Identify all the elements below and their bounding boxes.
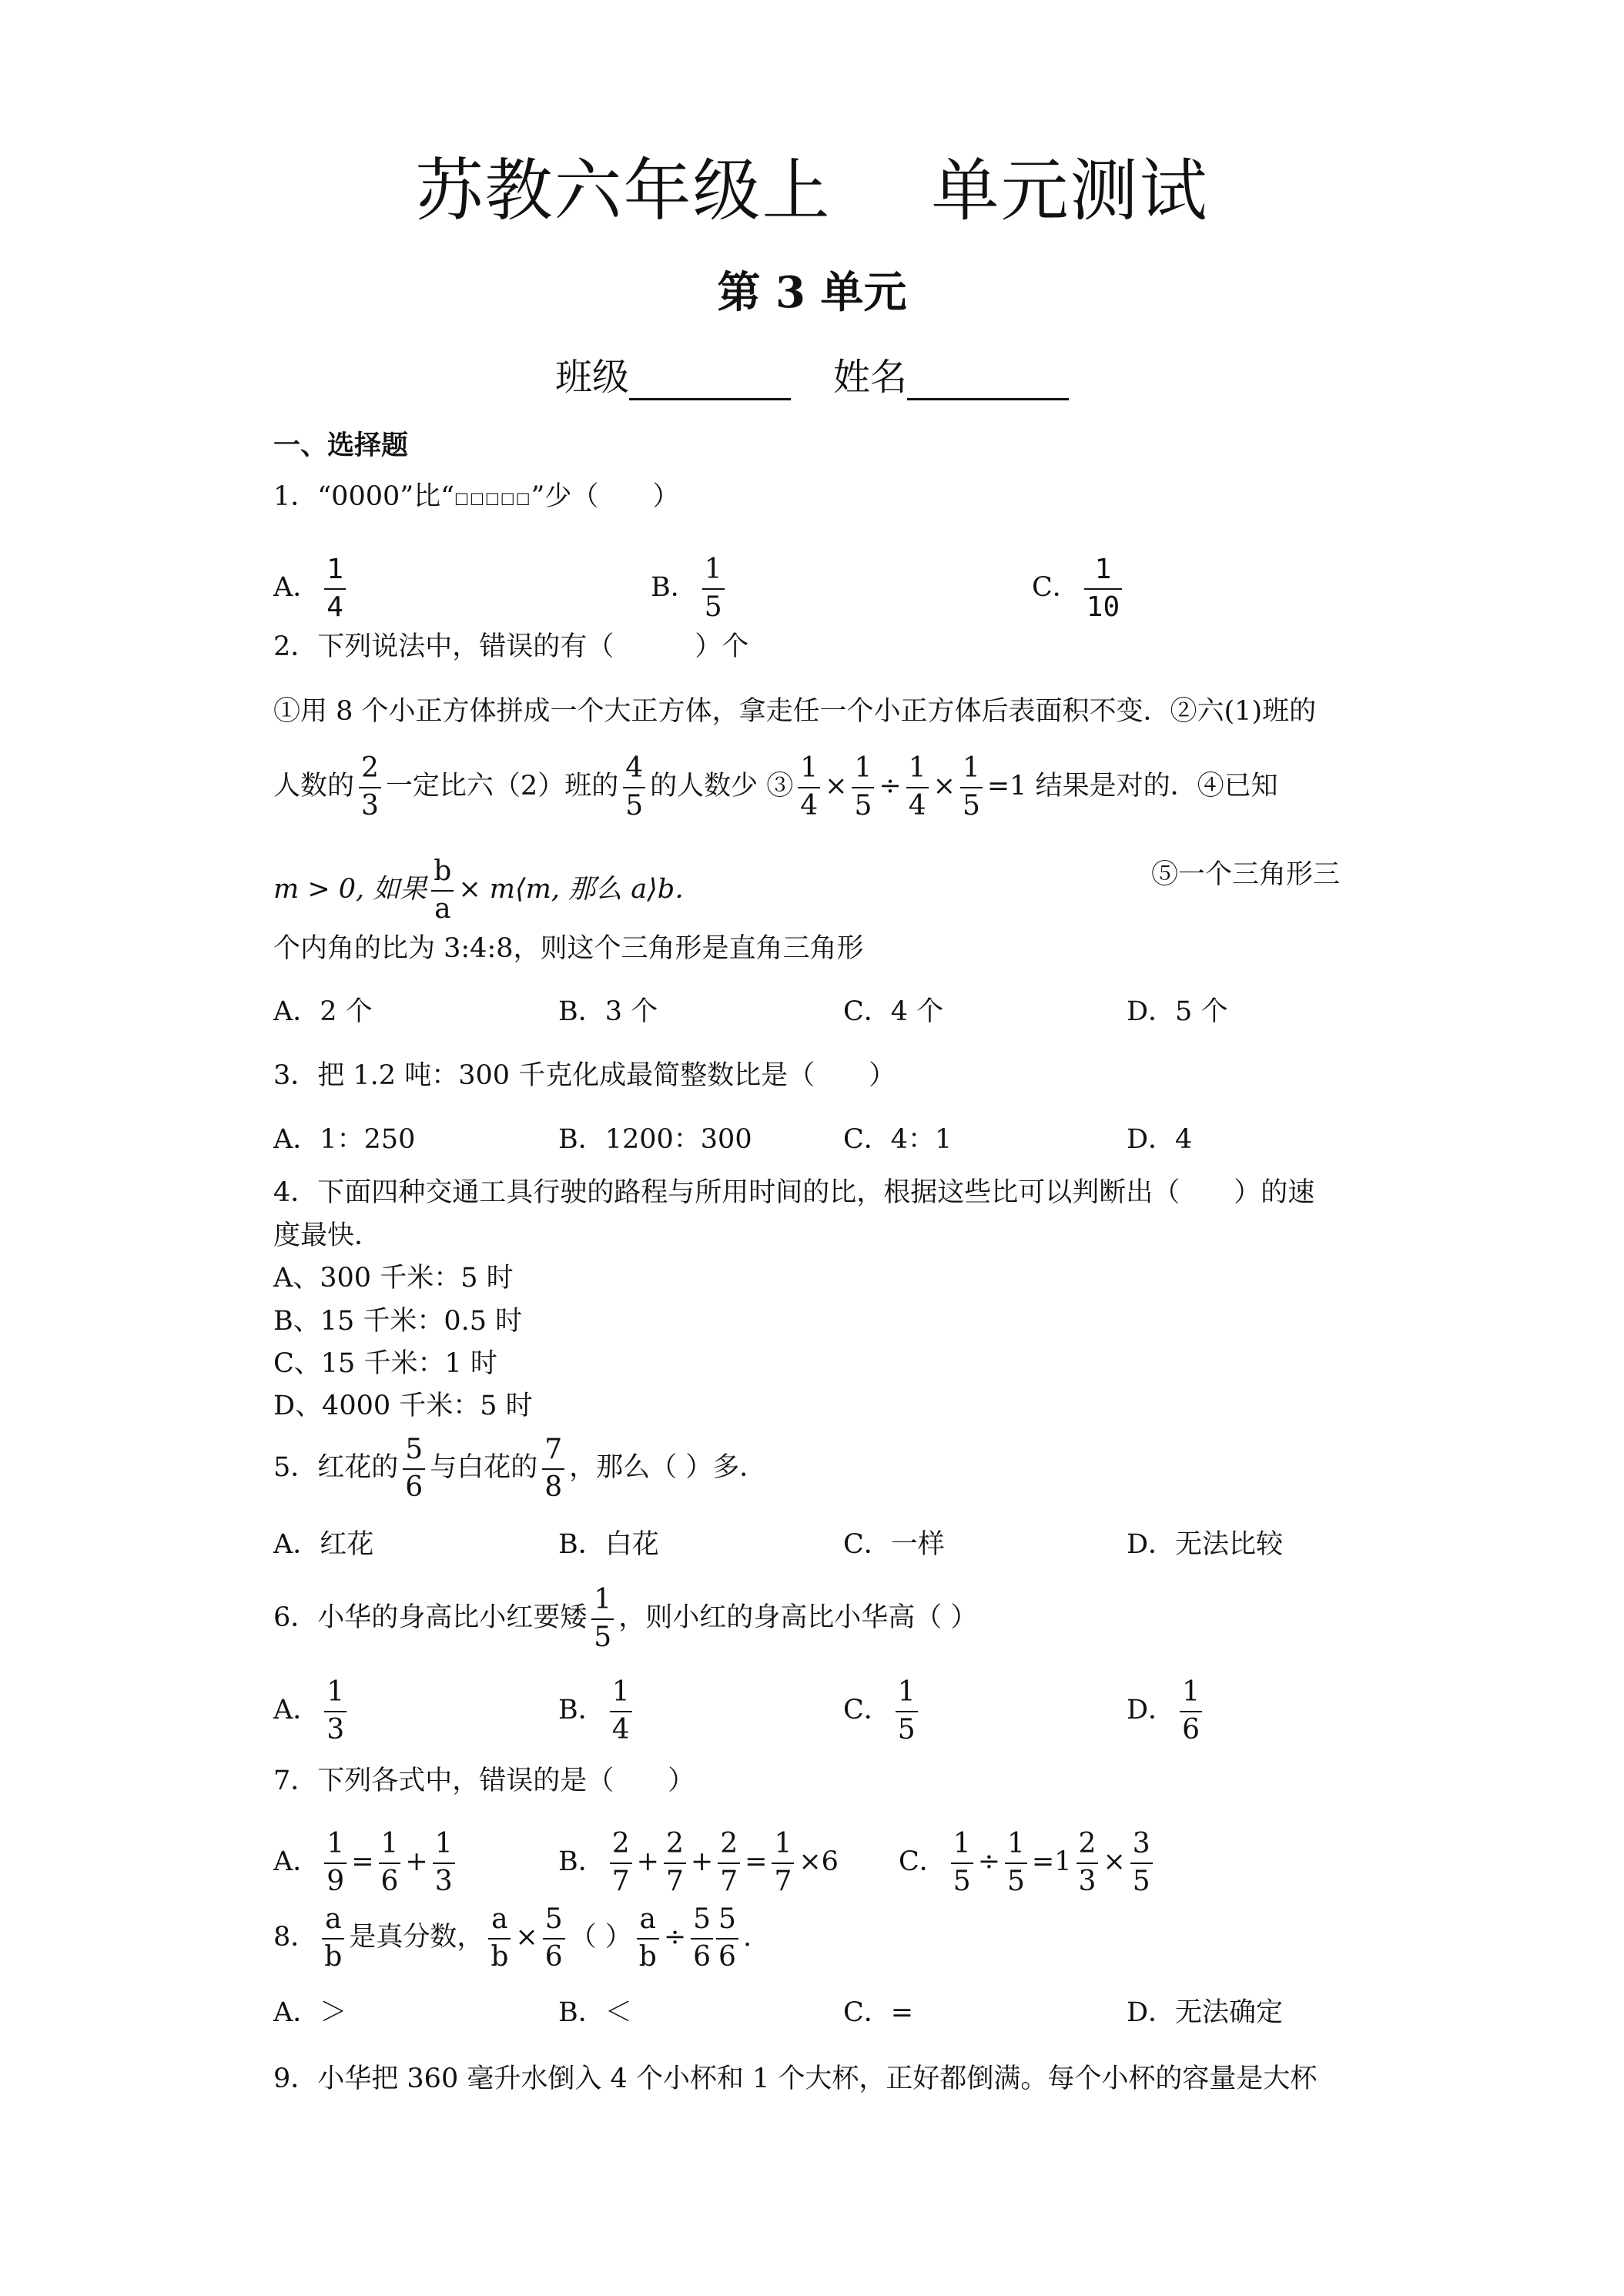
q2-option-a[interactable]: A．2 个 bbox=[273, 996, 373, 1027]
fraction bbox=[798, 752, 820, 822]
q2-option-d[interactable]: D．5 个 bbox=[1127, 996, 1228, 1027]
denominator: 9 bbox=[326, 1866, 345, 1897]
denominator: 7 bbox=[720, 1866, 738, 1897]
numerator: 1 bbox=[1084, 556, 1122, 590]
fraction bbox=[623, 752, 645, 822]
q7-option-b-label: B． bbox=[558, 1846, 605, 1877]
q7-number: 7． bbox=[273, 1766, 318, 1796]
title-right: 单元测试 bbox=[931, 151, 1209, 230]
numerator: 1 bbox=[379, 1830, 401, 1864]
q2-text-f: × m⟨m, 那么 a⟩b． bbox=[458, 874, 702, 905]
section-heading: 一、选择题 bbox=[273, 430, 409, 461]
q6-option-d-label: D． bbox=[1127, 1695, 1176, 1725]
question-1 bbox=[273, 480, 679, 515]
q2-number: 2． bbox=[273, 631, 318, 662]
q2-statement-line-3 bbox=[273, 839, 1351, 925]
q7-option-b[interactable] bbox=[558, 1830, 839, 1896]
fraction bbox=[896, 1678, 918, 1744]
operator: = bbox=[351, 1846, 374, 1877]
denominator: 6 bbox=[693, 1941, 712, 1973]
numerator: a bbox=[488, 1906, 511, 1940]
fraction bbox=[1005, 1830, 1027, 1896]
q6-option-a-label: A． bbox=[273, 1695, 320, 1725]
q1-options bbox=[273, 539, 1428, 623]
question-5 bbox=[273, 1436, 766, 1505]
denominator: 5 bbox=[594, 1622, 612, 1653]
fraction bbox=[716, 1903, 738, 1973]
fraction bbox=[772, 1830, 794, 1896]
q4-option-d[interactable]: D、4000 千米：5 时 bbox=[273, 1391, 533, 1421]
q4-number: 4． bbox=[273, 1177, 318, 1208]
q3-number: 3． bbox=[273, 1060, 318, 1091]
denominator: 6 bbox=[380, 1866, 399, 1897]
operator: ÷ bbox=[663, 1922, 687, 1953]
denominator: 5 bbox=[704, 591, 722, 623]
denominator: 5 bbox=[897, 1714, 916, 1745]
q7-text: 下列各式中，错误的是（ ） bbox=[317, 1766, 695, 1796]
numerator: 1 bbox=[433, 1830, 455, 1864]
numerator: 1 bbox=[324, 556, 346, 590]
numerator: a bbox=[322, 1906, 344, 1940]
denominator: 10 bbox=[1086, 591, 1120, 623]
q3-option-c[interactable]: C．4：1 bbox=[843, 1124, 953, 1155]
fraction bbox=[433, 1830, 455, 1896]
q1-option-c-fraction bbox=[1084, 556, 1122, 621]
q2-options bbox=[273, 995, 1428, 1029]
q5-options bbox=[273, 1528, 1428, 1561]
fraction bbox=[542, 1436, 564, 1501]
q7-option-a-label: A． bbox=[273, 1846, 320, 1877]
operator: × bbox=[825, 771, 848, 802]
q7-option-c-label: C． bbox=[899, 1846, 946, 1877]
q4-option-c[interactable]: C、15 千米：1 时 bbox=[273, 1348, 497, 1379]
numerator: 1 bbox=[896, 1678, 918, 1712]
q3-option-a[interactable]: A．1：250 bbox=[273, 1124, 416, 1155]
class-blank[interactable] bbox=[629, 363, 791, 400]
operator: × bbox=[933, 771, 956, 802]
q2-text-e: m > 0, 如果 bbox=[273, 874, 427, 905]
q5-option-d[interactable]: D．无法比较 bbox=[1127, 1529, 1284, 1560]
numerator: 5 bbox=[691, 1906, 713, 1940]
fraction bbox=[543, 1903, 565, 1973]
denominator: a bbox=[434, 893, 451, 925]
denominator: b bbox=[324, 1941, 343, 1973]
denominator: 5 bbox=[953, 1866, 971, 1897]
operator: × bbox=[1103, 1846, 1126, 1877]
fraction bbox=[718, 1830, 740, 1896]
operator: + bbox=[690, 1846, 714, 1877]
q3-option-d[interactable]: D．4 bbox=[1127, 1124, 1193, 1155]
numerator: 1 bbox=[798, 755, 820, 788]
q1-boxes: □□□□□ bbox=[454, 488, 531, 507]
title-left: 苏教六年级上 bbox=[415, 151, 832, 230]
numerator: 7 bbox=[542, 1436, 564, 1470]
fraction bbox=[664, 1830, 686, 1896]
numerator: 5 bbox=[403, 1436, 425, 1470]
q4-option-a[interactable]: A、300 千米：5 时 bbox=[273, 1263, 514, 1294]
q1-option-b-label: B． bbox=[651, 572, 698, 603]
operator: ÷ bbox=[879, 771, 902, 802]
fraction bbox=[322, 1903, 344, 1973]
denominator: b bbox=[638, 1941, 657, 1973]
q2-text-a: 人数的 bbox=[273, 771, 355, 802]
denominator: 6 bbox=[1182, 1714, 1200, 1745]
operator: × bbox=[515, 1922, 538, 1953]
denominator: 5 bbox=[1132, 1866, 1150, 1897]
q8-option-c[interactable]: C．= bbox=[843, 1997, 914, 2028]
q1-text-a: “0000”比“ bbox=[317, 481, 455, 512]
q1-option-b-fraction bbox=[702, 556, 725, 621]
q5-text-c: ，那么（ ）多． bbox=[569, 1452, 767, 1483]
numerator: 1 bbox=[772, 1830, 794, 1864]
q8-option-d[interactable]: D．无法确定 bbox=[1127, 1997, 1284, 2028]
question-8 bbox=[273, 1903, 752, 1983]
q6-option-d[interactable] bbox=[1127, 1678, 1207, 1744]
q8-text-b: . bbox=[742, 1922, 752, 1953]
q1-option-a-fraction bbox=[324, 556, 346, 621]
q2-text-b: 一定比六（2）班的 bbox=[385, 771, 619, 802]
numerator: 2 bbox=[718, 1830, 740, 1864]
q8-text-a: 是真分数， bbox=[349, 1922, 484, 1953]
q2-statement-line-4: 个内角的比为 3:4:8，则这个三角形是直角三角形 bbox=[273, 933, 864, 964]
q6-option-a[interactable] bbox=[273, 1678, 351, 1744]
q9-number: 9． bbox=[273, 2063, 318, 2094]
question-6 bbox=[273, 1586, 977, 1655]
numerator: 2 bbox=[359, 755, 381, 788]
numerator: 1 bbox=[1180, 1678, 1202, 1712]
operator: ×6 bbox=[799, 1846, 839, 1877]
fraction bbox=[591, 1586, 614, 1652]
q2-text-g: ⑤一个三角形三 bbox=[1151, 859, 1341, 890]
question-9 bbox=[273, 2062, 1317, 2096]
numerator: a bbox=[637, 1906, 659, 1940]
q8-option-a[interactable]: A．＞ bbox=[273, 1997, 347, 2028]
denominator: 5 bbox=[625, 790, 644, 822]
q7-option-a[interactable] bbox=[273, 1830, 460, 1896]
denominator: 6 bbox=[544, 1941, 563, 1973]
denominator: b bbox=[491, 1941, 509, 1973]
fraction bbox=[324, 1678, 347, 1744]
q3-option-b[interactable]: B．1200：300 bbox=[558, 1124, 752, 1155]
denominator: 6 bbox=[718, 1941, 736, 1973]
page-title bbox=[0, 152, 1624, 229]
numerator: 2 bbox=[1077, 1830, 1099, 1864]
q5-option-b[interactable]: B．白花 bbox=[558, 1529, 659, 1560]
numerator: 2 bbox=[610, 1830, 632, 1864]
unit-subtitle: 第 3 单元 bbox=[717, 267, 907, 318]
numerator: 1 bbox=[591, 1586, 614, 1620]
fraction bbox=[1180, 1678, 1202, 1744]
q5-text-a: 红花的 bbox=[317, 1452, 399, 1483]
operator: = bbox=[745, 1846, 768, 1877]
fraction bbox=[488, 1903, 511, 1973]
fraction bbox=[1130, 1830, 1153, 1896]
numerator: b bbox=[431, 858, 454, 892]
fraction bbox=[852, 752, 874, 822]
fraction bbox=[691, 1903, 713, 1973]
fraction bbox=[431, 855, 454, 925]
fraction bbox=[906, 752, 929, 822]
denominator: 5 bbox=[962, 790, 980, 822]
fraction bbox=[403, 1436, 425, 1501]
denominator: 5 bbox=[1007, 1866, 1025, 1897]
fraction bbox=[951, 1830, 973, 1896]
q6-text-a: 小华的身高比小红要矮 bbox=[317, 1602, 588, 1633]
q6-option-c-label: C． bbox=[843, 1695, 891, 1725]
q2-option-c[interactable]: C．4 个 bbox=[843, 996, 944, 1027]
q6-option-c[interactable] bbox=[843, 1678, 922, 1744]
denominator: 3 bbox=[361, 790, 379, 822]
q2-text-c: 的人数少 ③ bbox=[650, 771, 794, 802]
numerator: 1 bbox=[906, 755, 929, 788]
denominator: 7 bbox=[611, 1866, 630, 1897]
q7-options bbox=[273, 1813, 1428, 1897]
q2-condition bbox=[273, 855, 702, 925]
q8-options bbox=[273, 1996, 1428, 2030]
class-label: 班级 bbox=[554, 356, 629, 399]
denominator: 3 bbox=[434, 1866, 453, 1897]
q6-options bbox=[273, 1663, 1428, 1745]
fraction bbox=[610, 1678, 632, 1744]
q1-text-b: ”少（ ） bbox=[531, 481, 680, 512]
name-label: 姓名 bbox=[833, 356, 908, 399]
q6-option-b[interactable] bbox=[558, 1678, 637, 1744]
question-3 bbox=[273, 1059, 896, 1093]
numerator: 1 bbox=[852, 755, 874, 788]
operator: =1 bbox=[1031, 1846, 1072, 1877]
numerator: 2 bbox=[664, 1830, 686, 1864]
q1-number: 1． bbox=[273, 481, 318, 512]
denominator: 4 bbox=[611, 1714, 630, 1745]
q3-options bbox=[273, 1123, 1428, 1156]
denominator: 8 bbox=[544, 1471, 563, 1503]
q1-option-a[interactable] bbox=[273, 556, 350, 621]
q3-text: 把 1.2 吨：300 千克化成最简整数比是（ ） bbox=[317, 1060, 896, 1091]
denominator: 7 bbox=[774, 1866, 792, 1897]
numerator: 3 bbox=[1130, 1830, 1153, 1864]
question-2 bbox=[273, 630, 748, 664]
operator: + bbox=[636, 1846, 659, 1877]
denominator: 7 bbox=[665, 1866, 684, 1897]
denominator: 4 bbox=[908, 790, 926, 822]
q4-text-line-2: 度最快． bbox=[273, 1220, 382, 1251]
q2-option-b[interactable]: B．3 个 bbox=[558, 996, 658, 1027]
denominator: 5 bbox=[854, 790, 872, 822]
q5-text-b: 与白花的 bbox=[430, 1452, 538, 1483]
denominator: 6 bbox=[405, 1471, 424, 1503]
q5-option-a[interactable]: A．红花 bbox=[273, 1529, 374, 1560]
question-4 bbox=[273, 1176, 1314, 1210]
student-info-line bbox=[0, 354, 1624, 400]
question-7 bbox=[273, 1764, 695, 1798]
denominator: 3 bbox=[326, 1714, 345, 1745]
numerator: 1 bbox=[702, 556, 725, 590]
q5-option-c[interactable]: C．一样 bbox=[843, 1529, 945, 1560]
q6-option-b-label: B． bbox=[558, 1695, 605, 1725]
numerator: 1 bbox=[1005, 1830, 1027, 1864]
q9-text: 小华把 360 毫升水倒入 4 个小杯和 1 个大杯，正好都倒满。每个小杯的容量是大杯 bbox=[317, 2063, 1318, 2094]
numerator: 1 bbox=[951, 1830, 973, 1864]
numerator: 1 bbox=[960, 755, 983, 788]
q8-option-b[interactable]: B．＜ bbox=[558, 1997, 632, 2028]
numerator: 5 bbox=[716, 1906, 738, 1940]
fraction bbox=[359, 752, 381, 822]
q1-option-b[interactable] bbox=[651, 556, 729, 621]
q2-statement-line-2 bbox=[273, 752, 1278, 824]
denominator: 4 bbox=[800, 790, 819, 822]
numerator: 1 bbox=[324, 1830, 347, 1864]
operator: + bbox=[405, 1846, 428, 1877]
fraction bbox=[960, 752, 983, 822]
q5-number: 5． bbox=[273, 1452, 318, 1483]
q2-statement-line-1: ①用 8 个小正方体拼成一个大正方体，拿走任一个小正方体后表面积不变．②六(1)班的 bbox=[273, 696, 1317, 727]
numerator: 1 bbox=[324, 1678, 347, 1712]
operator: ÷ bbox=[977, 1846, 1001, 1877]
q6-text-b: ，则小红的身高比小华高（ ） bbox=[618, 1602, 978, 1633]
denominator: 3 bbox=[1078, 1866, 1097, 1897]
q1-option-c[interactable] bbox=[1032, 556, 1127, 621]
q8-blank[interactable]: （ ） bbox=[569, 1922, 632, 1953]
fraction bbox=[324, 1830, 347, 1896]
fraction bbox=[610, 1830, 632, 1896]
numerator: 1 bbox=[610, 1678, 632, 1712]
fraction bbox=[379, 1830, 401, 1896]
q2-text: 下列说法中，错误的有（ ）个 bbox=[317, 631, 749, 662]
numerator: 4 bbox=[623, 755, 645, 788]
q4-text-line-1: 下面四种交通工具行驶的路程与所用时间的比，根据这些比可以判断出（ ）的速 bbox=[317, 1177, 1315, 1208]
fraction bbox=[1077, 1830, 1099, 1896]
fraction bbox=[637, 1903, 659, 1973]
q8-number: 8． bbox=[273, 1922, 318, 1953]
q4-option-b[interactable]: B、15 千米：0.5 时 bbox=[273, 1306, 523, 1337]
q6-number: 6． bbox=[273, 1602, 318, 1633]
q2-text-d: =1 结果是对的．④已知 bbox=[986, 771, 1278, 802]
q1-option-a-label: A． bbox=[273, 572, 320, 603]
q1-option-c-label: C． bbox=[1032, 572, 1080, 603]
q7-option-c[interactable] bbox=[899, 1830, 1157, 1896]
name-blank[interactable] bbox=[907, 363, 1069, 400]
denominator: 4 bbox=[326, 591, 343, 623]
numerator: 5 bbox=[543, 1906, 565, 1940]
